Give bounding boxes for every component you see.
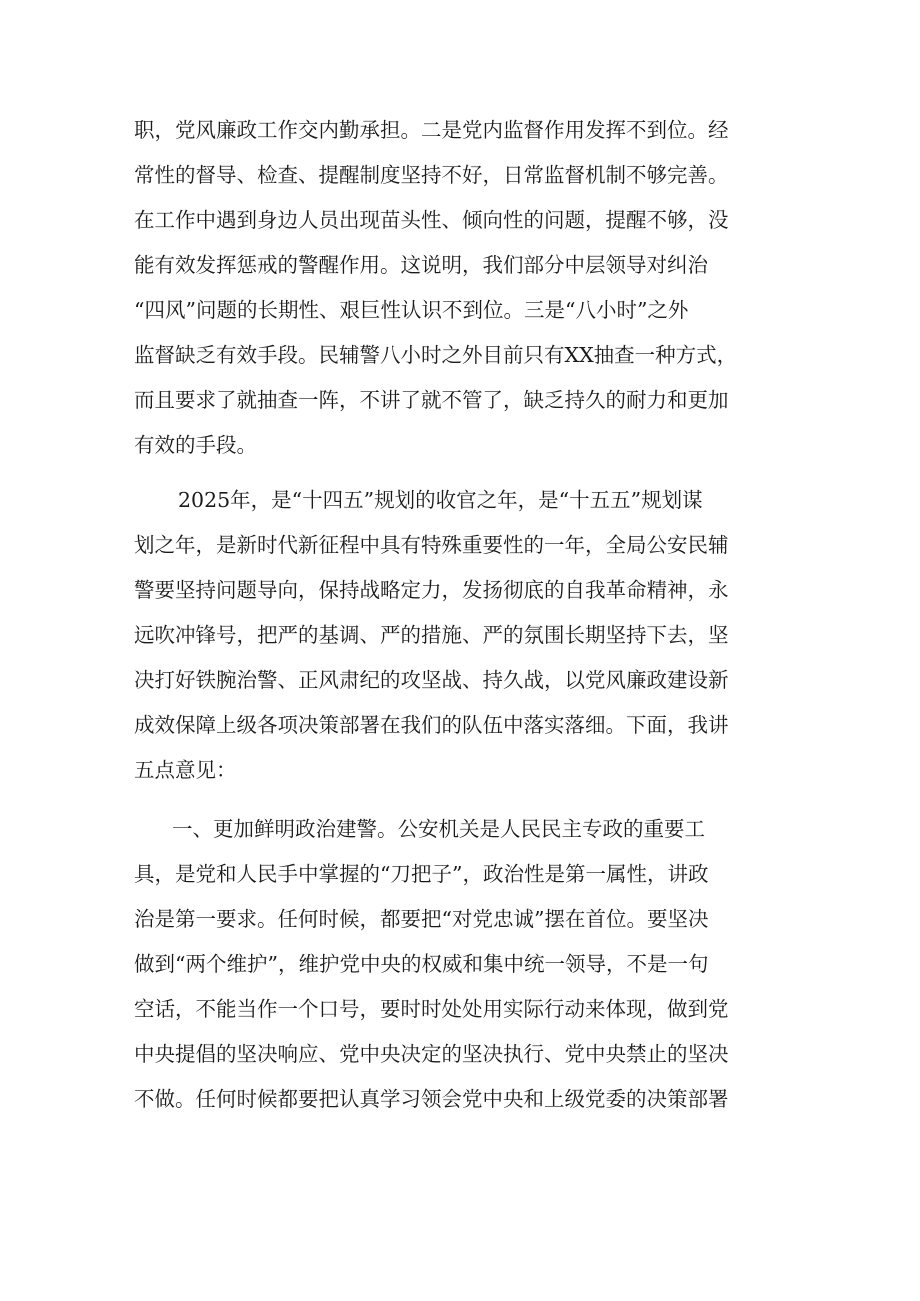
text-line: 决打好铁腕治警、正风肃纪的攻坚战、持久战，以党风廉政建设新 xyxy=(134,668,729,692)
text-line: 五点意见： xyxy=(134,758,237,782)
text-line: 成效保障上级各项决策部署在我们的队伍中落实落细。下面，我讲 xyxy=(134,713,729,737)
document-body xyxy=(134,108,794,1122)
paragraph-2 xyxy=(134,478,794,793)
text-line: 警要坚持问题导向，保持战略定力，发扬彻底的自我革命精神，永 xyxy=(134,578,729,602)
paragraph-3 xyxy=(134,807,794,1122)
text-line: 不做。任何时候都要把认真学习领会党中央和上级党委的决策部署 xyxy=(134,1087,729,1111)
text-line: 在工作中遇到身边人员出现苗头性、倾向性的问题，提醒不够，没 xyxy=(134,208,729,232)
text-line: 远吹冲锋号，把严的基调、严的措施、严的氛围长期坚持下去，坚 xyxy=(134,623,729,647)
text-line: 一、更加鲜明政治建警。公安机关是人民民主专政的重要工 xyxy=(172,817,705,841)
text-line: 治是第一要求。任何时候，都要把“对党忠诚”摆在首位。要坚决 xyxy=(134,907,709,931)
text-line: 有效的手段。 xyxy=(134,433,257,457)
text-line: 监督缺乏有效手段。民辅警八小时之外目前只有XX抽查一种方式， xyxy=(134,343,738,367)
text-line: “四风”问题的长期性、艰巨性认识不到位。三是“八小时”之外 xyxy=(134,298,689,322)
paragraph-1 xyxy=(134,108,794,468)
text-line: 常性的督导、检查、提醒制度坚持不好，日常监督机制不够完善。 xyxy=(134,163,729,187)
text-line: 空话，不能当作一个口号，要时时处处用实际行动来体现，做到党 xyxy=(134,997,729,1021)
text-line: 做到“两个维护”，维护党中央的权威和集中统一领导，不是一句 xyxy=(134,952,709,976)
text-line: 2025年，是“十四五”规划的收官之年，是“十五五”规划谋 xyxy=(178,488,703,512)
text-line: 而且要求了就抽查一阵，不讲了就不管了，缺乏持久的耐力和更加 xyxy=(134,388,729,412)
text-line: 能有效发挥惩戒的警醒作用。这说明，我们部分中层领导对纠治 xyxy=(134,253,708,277)
text-line: 具，是党和人民手中掌握的“刀把子”，政治性是第一属性，讲政 xyxy=(134,862,709,886)
text-line: 中央提倡的坚决响应、党中央决定的坚决执行、党中央禁止的坚决 xyxy=(134,1042,729,1066)
text-line: 职，党风廉政工作交内勤承担。二是党内监督作用发挥不到位。经 xyxy=(134,118,729,142)
text-line: 划之年，是新时代新征程中具有特殊重要性的一年，全局公安民辅 xyxy=(134,533,729,557)
